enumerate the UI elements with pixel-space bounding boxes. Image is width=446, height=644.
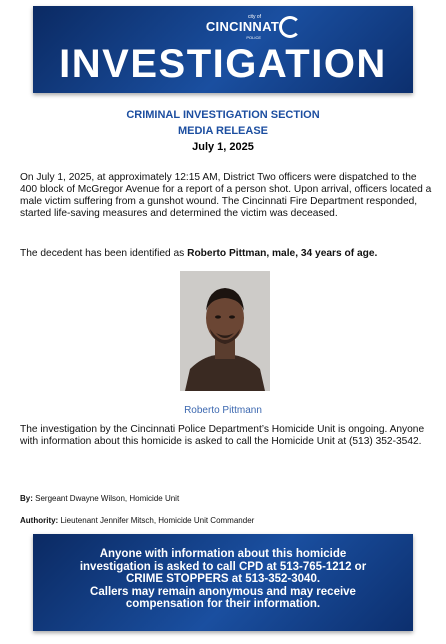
logo-police: POLICE	[246, 35, 261, 40]
decedent-name: Roberto Pittman, male, 34 years of age.	[187, 248, 378, 259]
callout-line-3: CRIME STOPPERS at 513-352-3040.	[125, 573, 321, 586]
cincinnati-police-logo	[205, 14, 283, 40]
decedent-prefix: The decedent has been identified as	[20, 248, 188, 259]
byline	[20, 494, 179, 503]
cincinnati-c-icon	[279, 16, 301, 38]
tip-callout-box	[33, 534, 413, 631]
release-date: July 1, 2025	[192, 141, 254, 153]
logo-city-of: city of	[247, 14, 261, 20]
photo-caption: Roberto Pittmann	[184, 405, 262, 416]
callout-line-2: investigation is asked to call CPD at 513-765-1212 or	[79, 560, 367, 573]
section-heading: CRIMINAL INVESTIGATION SECTION	[126, 109, 320, 121]
callout-line-5: compensation for their information.	[125, 598, 321, 611]
callout-line-1: Anyone with information about this homicide	[99, 548, 347, 560]
incident-paragraph: On July 1, 2025, at approximately 12:15 AM, District Two officers were dispatched to the 400 block of McGregor Avenue for a report of a person shot. Upon arrival, officers located a male victim suffering from a gunshot wound. The Cincinnati Fire Department responded, started life-saving measures and determined the victim was deceased.	[20, 172, 432, 219]
logo-city-name: CINCINNATI	[205, 19, 283, 34]
investigation-banner	[33, 6, 413, 93]
callout-line-4: Callers may remain anonymous and may receive	[90, 585, 356, 598]
decedent-paragraph	[20, 248, 432, 260]
authority-value: Lieutenant Jennifer Mitsch, Homicide Unit Commander	[58, 516, 255, 525]
victim-photo	[180, 271, 270, 391]
by-value: Sergeant Dwayne Wilson, Homicide Unit	[32, 494, 180, 503]
release-type: MEDIA RELEASE	[177, 125, 269, 137]
authority-label: Authority:	[20, 516, 59, 525]
banner-title: INVESTIGATION	[59, 42, 387, 86]
by-label: By:	[20, 494, 33, 503]
authority-line	[20, 516, 254, 525]
investigation-paragraph: The investigation by the Cincinnati Police Department’s Homicide Unit is ongoing. Anyone with information about this homicide is asked to call the Homicide Unit at (513) 352-3542.	[20, 424, 425, 447]
